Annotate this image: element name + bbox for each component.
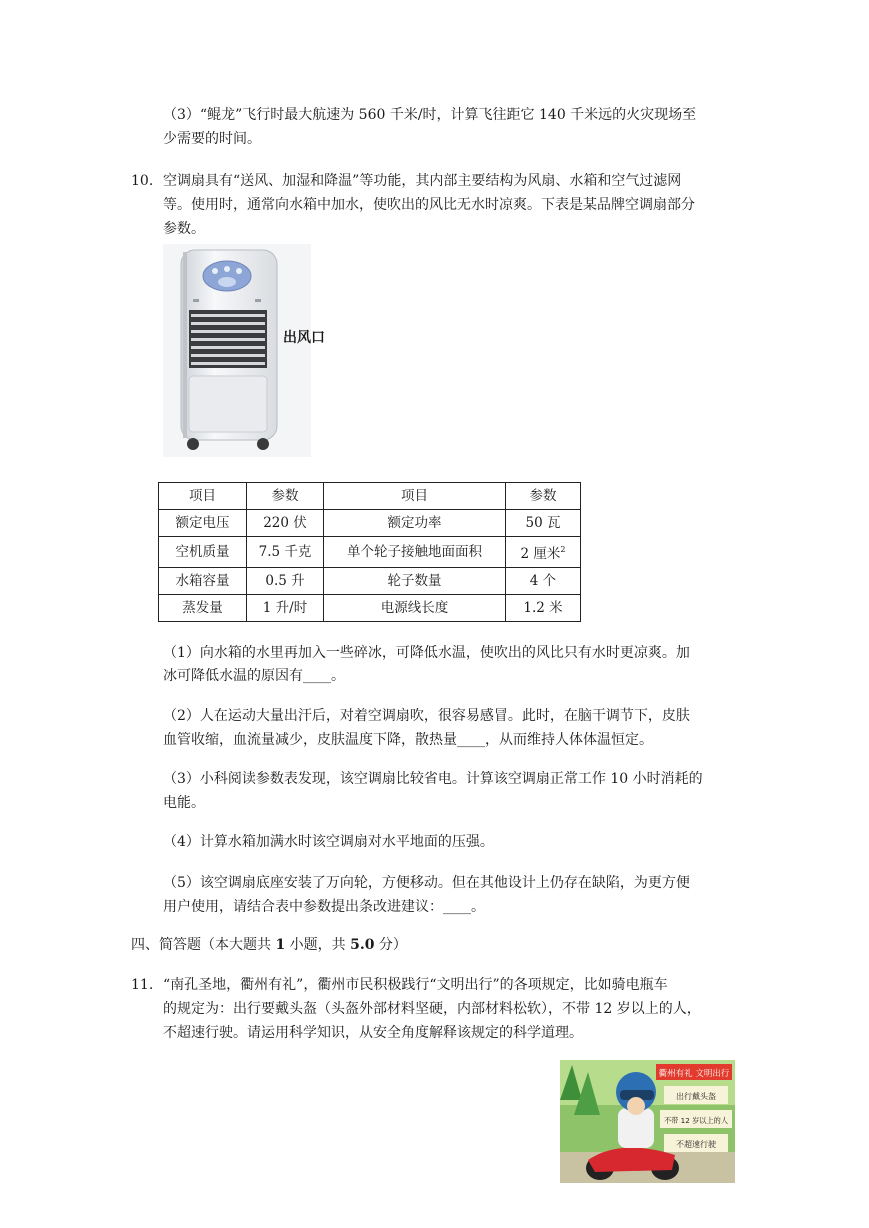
- area-superscript: 2: [560, 545, 566, 554]
- table-cell: 额定功率: [324, 510, 506, 537]
- table-header-cell: 参数: [247, 483, 324, 510]
- table-cell: 7.5 千克: [247, 537, 324, 568]
- q11-stem-line2: 的规定为：出行要戴头盔（头盔外部材料坚硬，内部材料松软），不带 12 岁以上的人，: [163, 1001, 701, 1017]
- table-row: [159, 595, 581, 622]
- table-cell: 1 升/时: [247, 595, 324, 622]
- table-cell: 电源线长度: [324, 595, 506, 622]
- q9-part3-line2: 少需要的时间。: [163, 131, 261, 147]
- q10-part2-line2: 血管收缩，血流量减少，皮肤温度下降，散热量____，从而维持人体体温恒定。: [163, 732, 653, 748]
- table-cell: 水箱容量: [159, 568, 247, 595]
- table-cell: 空机质量: [159, 537, 247, 568]
- table-cell: 单个轮子接触地面面积: [324, 537, 506, 568]
- poster-item-helmet: 出行戴头盔: [676, 1092, 716, 1101]
- table-cell: 0.5 升: [247, 568, 324, 595]
- q10-stem-line2: 等。使用时，通常向水箱中加水，使吹出的风比无水时凉爽。下表是某品牌空调扇部分: [163, 197, 695, 213]
- section-title-c: 分）: [374, 937, 407, 953]
- table-cell: 4 个: [506, 568, 581, 595]
- table-cell-area: [506, 537, 581, 568]
- q10-part1-line2: 冰可降低水温的原因有____。: [163, 668, 345, 684]
- table-header-cell: 项目: [324, 483, 506, 510]
- q10-part5-line1: （5）该空调扇底座安装了万向轮，方便移动。但在其他设计上仍存在缺陷，为更方便: [163, 875, 690, 891]
- q10-part3-line2: 电能。: [163, 795, 205, 811]
- q10-number: 10.: [131, 173, 154, 189]
- q11-stem-line1: “南孔圣地，衢州有礼”，衢州市民积极践行“文明出行”的各项规定，比如骑电瓶车: [163, 977, 668, 993]
- table-cell: 1.2 米: [506, 595, 581, 622]
- table-cell: 蒸发量: [159, 595, 247, 622]
- q10-part2-line1: （2）人在运动大量出汗后，对着空调扇吹，很容易感冒。此时，在脑干调节下，皮肤: [163, 708, 690, 724]
- section-question-count: 1: [275, 937, 286, 953]
- air-cooler-image: [163, 244, 311, 457]
- section-heading: [131, 934, 407, 956]
- area-value: 2 厘米: [520, 546, 561, 562]
- table-cell: 额定电压: [159, 510, 247, 537]
- poster-item-speed: 不超速行驶: [676, 1140, 716, 1149]
- table-cell: 轮子数量: [324, 568, 506, 595]
- q11-number: 11.: [131, 977, 154, 993]
- table-cell: 220 伏: [247, 510, 324, 537]
- q10-part3-line1: （3）小科阅读参数表发现，该空调扇比较省电。计算该空调扇正常工作 10 小时消耗的: [163, 771, 703, 787]
- table-header-row: [159, 483, 581, 510]
- q10-stem-line1: 空调扇具有“送风、加湿和降温”等功能，其内部主要结构为风扇、水箱和空气过滤网: [163, 173, 682, 189]
- table-header-cell: 参数: [506, 483, 581, 510]
- table-header-cell: 项目: [159, 483, 247, 510]
- q10-stem-line3: 参数。: [163, 221, 205, 237]
- q10-part4-line1: （4）计算水箱加满水时该空调扇对水平地面的压强。: [163, 834, 494, 850]
- parameter-table: [158, 482, 581, 622]
- table-cell: 50 瓦: [506, 510, 581, 537]
- table-row: [159, 568, 581, 595]
- air-outlet-label: 出风口: [283, 330, 325, 346]
- poster-header: 衢州有礼 文明出行: [658, 1069, 730, 1079]
- section-score: 5.0: [350, 937, 375, 953]
- table-row: [159, 510, 581, 537]
- q10-part5-line2: 用户使用，请结合表中参数提出条改进建议：____。: [163, 899, 485, 915]
- safety-poster-image: [560, 1060, 735, 1183]
- section-title-a: 四、简答题（本大题共: [131, 937, 276, 953]
- section-title-b: 小题，共: [285, 937, 351, 953]
- poster-item-passenger: 不带 12 岁以上的人: [663, 1116, 729, 1125]
- q10-part1-line1: （1）向水箱的水里再加入一些碎冰，可降低水温，使吹出的风比只有水时更凉爽。加: [163, 645, 690, 661]
- table-row: [159, 537, 581, 568]
- q11-stem-line3: 不超速行驶。请运用科学知识，从安全角度解释该规定的科学道理。: [163, 1025, 583, 1041]
- q9-part3-line1: （3）“鲲龙”飞行时最大航速为 560 千米/时，计算飞往距它 140 千米远的火灾现场至: [163, 107, 697, 123]
